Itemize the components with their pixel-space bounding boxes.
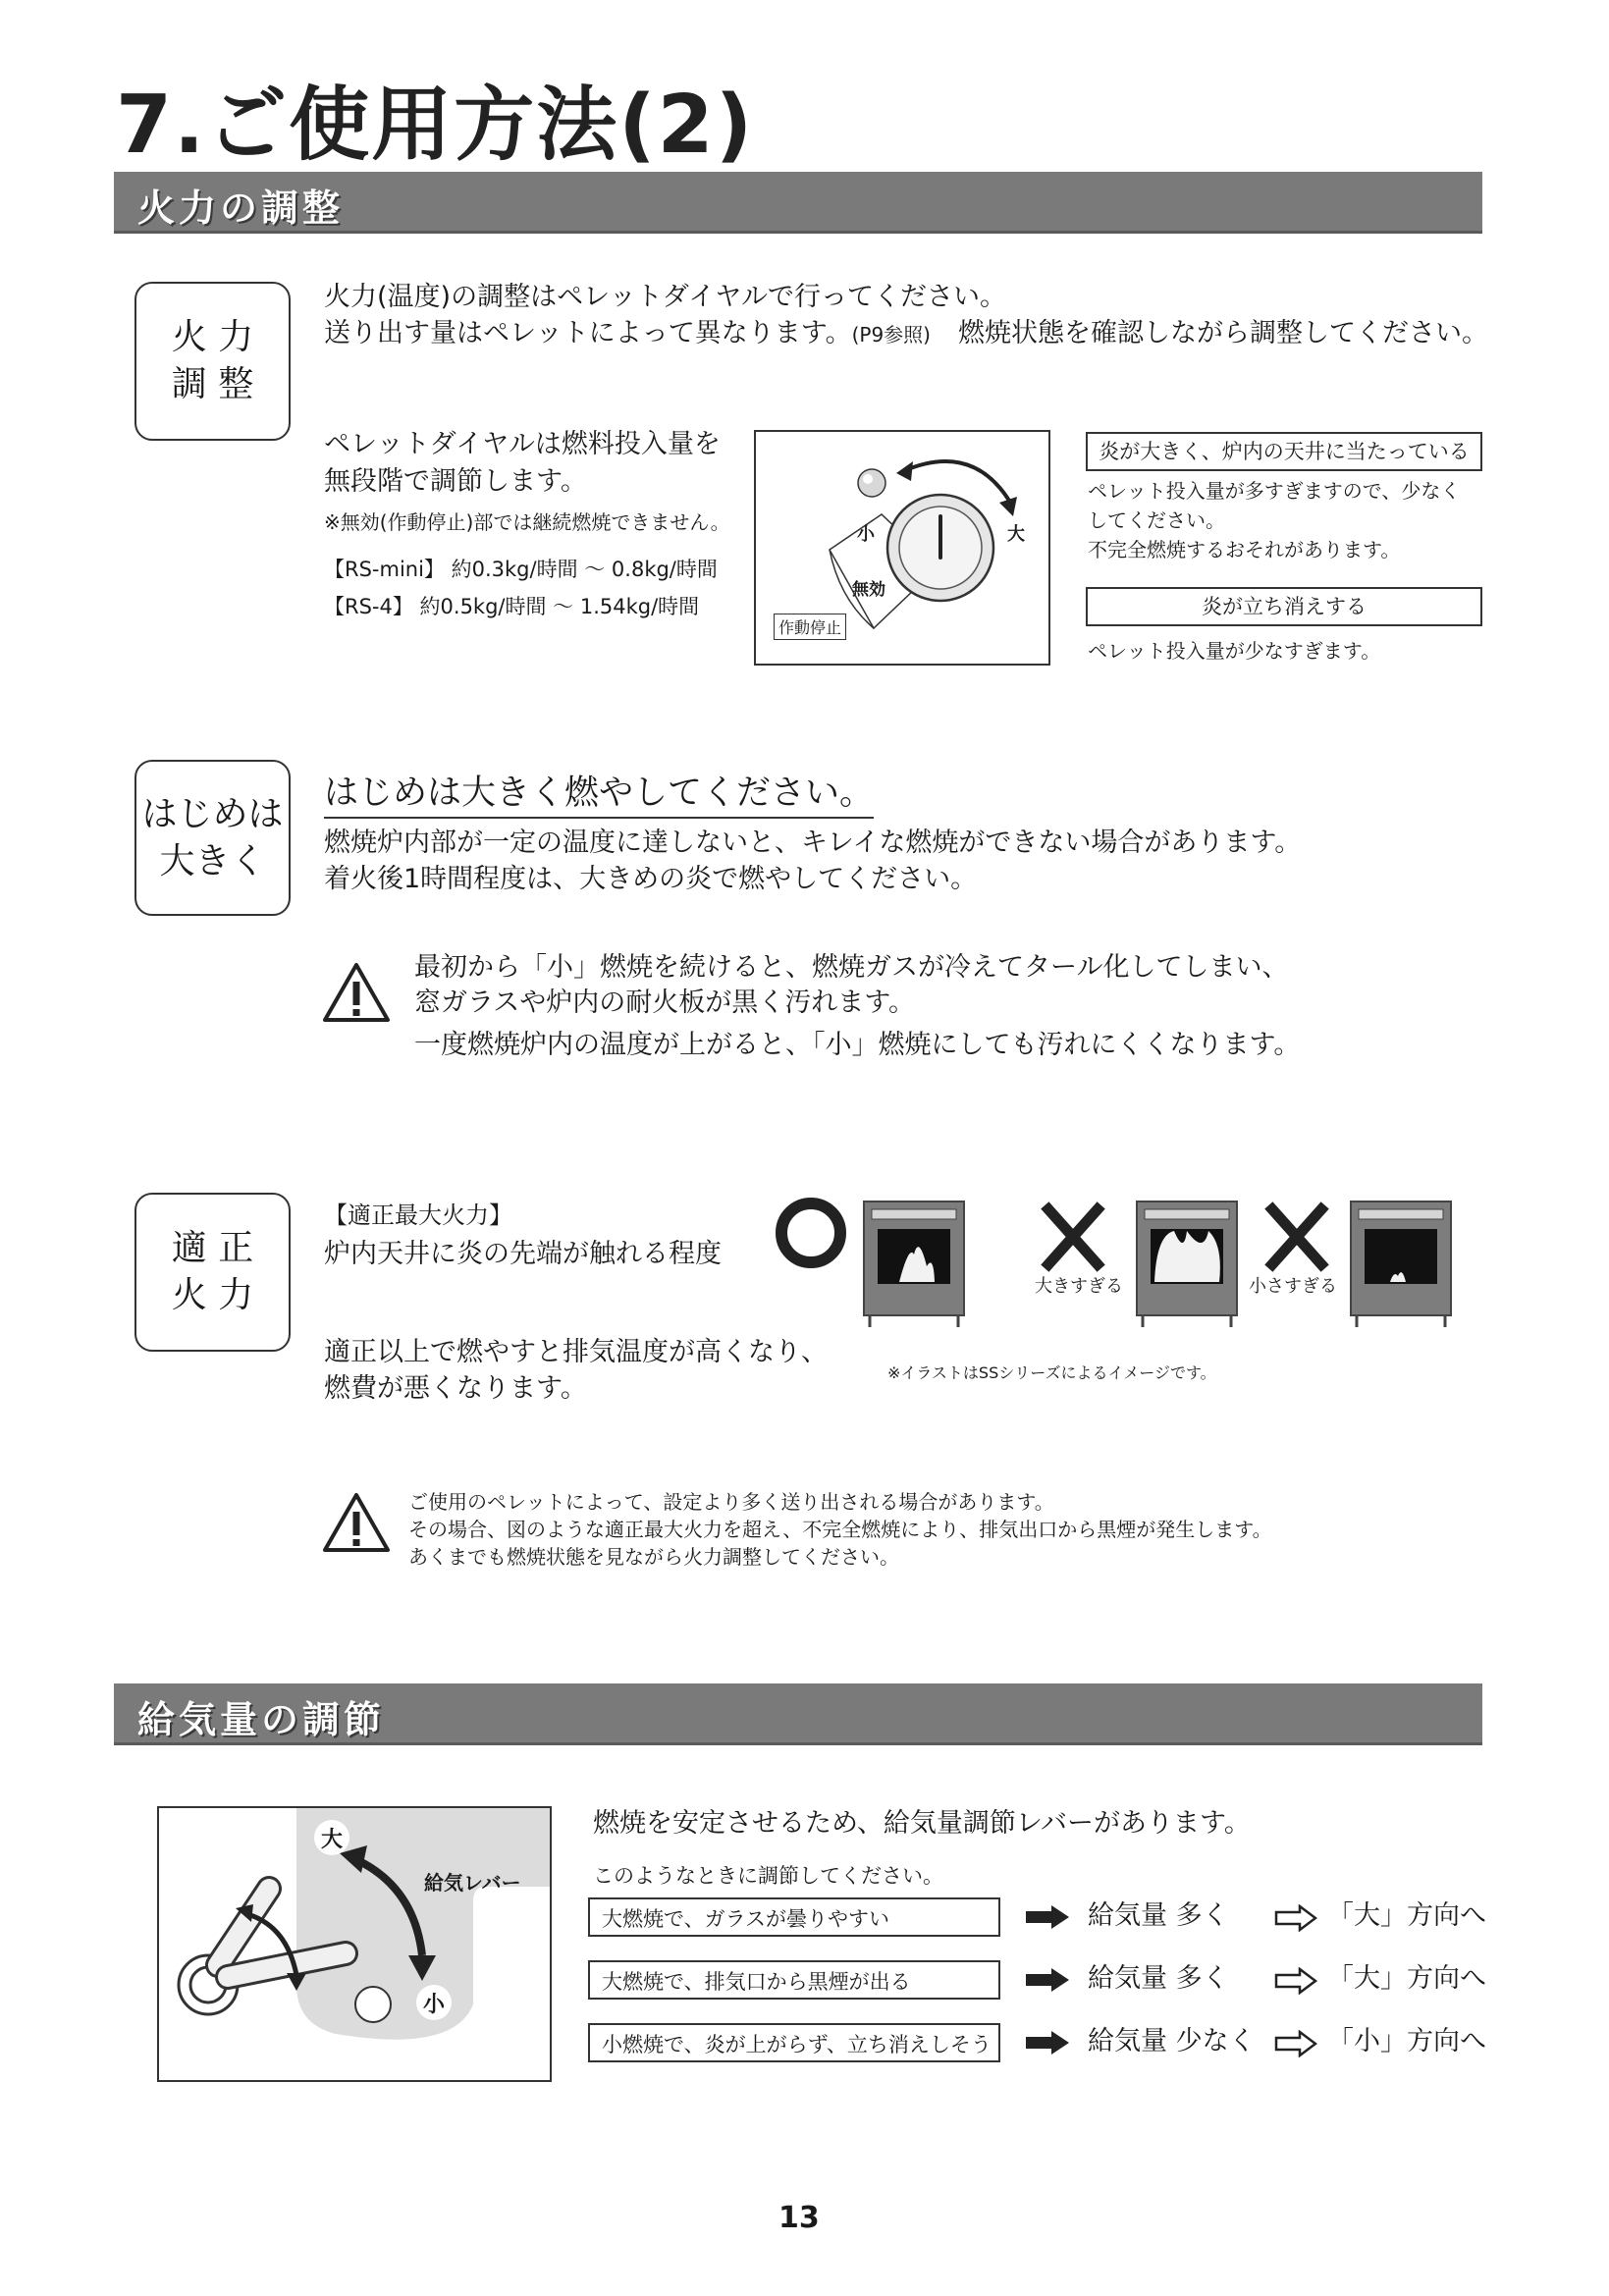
dial-description-1: ペレットダイヤルは燃料投入量を [324,429,721,459]
case-flame-too-big: 炎が大きく、炉内の天井に当たっている [1086,432,1482,471]
text-part: 燃焼状態を確認しながら調整してください。 [957,318,1488,348]
proper-warning-1: ご使用のペレットによって、設定より多く送り出される場合があります。 [408,1490,1054,1514]
label-start-large [134,760,291,916]
page-title: 7.ご使用方法(2) [116,79,755,172]
lever-illustration [159,1808,550,2080]
too-small-label: 小さすぎる [1247,1272,1339,1302]
page-reference: (P9参照) [851,323,931,347]
dial-stop-label: 作動停止 [774,614,846,640]
case-flame-out: 炎が立ち消えする [1086,587,1482,626]
air-amount: 給気量 少なく [1088,2026,1256,2056]
start-warning-3: 一度燃焼炉内の温度が上がると、「小」燃焼にしても汚れにくくなります。 [414,1030,1301,1060]
heat-intro-text-2 [324,314,1488,353]
air-condition: 大燃焼で、排気口から黒煙が出る [588,1960,1000,2000]
arrow-right-icon [1026,1968,1069,1992]
start-warning-1: 最初から「小」燃焼を続けると、燃焼ガスが冷えてタール化してしまい、 [414,952,1289,983]
air-condition: 大燃焼で、ガラスが曇りやすい [588,1897,1000,1937]
start-warning-2: 窓ガラスや炉内の耐火板が黒く汚れます。 [414,988,916,1018]
rs-4-spec: 【RS-4】 約0.5kg/時間 ～ 1.54kg/時間 [324,595,700,618]
lever-figure [157,1806,552,2082]
case-out-desc: ペレット投入量が少なすぎます。 [1088,639,1381,663]
case-big-desc-1: ペレット投入量が多すぎますので、少なく [1088,479,1461,503]
label-line: 適 正 [171,1228,254,1268]
air-direction: 「小」方向へ [1327,2026,1486,2056]
air-sub: このようなときに調節してください。 [593,1864,943,1888]
arrow-outline-right-icon [1274,2030,1317,2057]
label-proper-heat [134,1193,291,1352]
dial-description-2: 無段階で調節します。 [324,466,587,497]
arrow-right-icon [1026,1905,1069,1929]
arrow-right-icon [1026,2031,1069,2055]
page-number: 13 [778,2201,820,2235]
start-large-text-2: 着火後1時間程度は、大きめの炎で燃やしてください。 [324,864,978,894]
dial-large-label: 大 [1007,524,1025,545]
too-big-label: 大きすぎる [1033,1272,1125,1302]
lever-large-label: 大 [321,1828,344,1852]
stove-too-big-icon [1137,1201,1237,1327]
correct-mark-icon [781,1203,840,1262]
case-big-desc-3: 不完全燃焼するおそれがあります。 [1088,538,1401,561]
dial-figure [754,430,1050,666]
air-direction: 「大」方向へ [1327,1963,1486,1994]
label-line: 調 整 [171,364,254,404]
air-condition: 小燃焼で、炎が上がらず、立ち消えしそう [588,2023,1000,2062]
start-large-heading: はじめは大きく燃やしてください。 [324,766,874,819]
section-header-air [114,1683,1482,1745]
dial-small-label: 小 [857,524,875,545]
label-line: はじめは [141,793,284,834]
proper-heat-heading: 【適正最大火力】 [324,1201,512,1229]
wrong-mark-icon [1272,1209,1321,1264]
arrow-outline-right-icon [1274,1967,1317,1995]
label-line: 火 力 [171,317,254,357]
section-header-heat [114,172,1482,234]
air-intro: 燃焼を安定させるため、給気量調節レバーがあります。 [593,1808,1251,1839]
dial-disabled-label: 無効 [852,580,885,600]
warning-icon [322,1492,391,1553]
stove-correct-icon [864,1201,964,1327]
heat-intro-text: 火力(温度)の調整はペレットダイヤルで行ってください。 [324,282,1006,312]
label-heat-adjust [134,282,291,441]
lever-small-label: 小 [423,1993,446,2017]
air-amount: 給気量 多く [1088,1900,1229,1931]
lever-name-label: 給気レバー [424,1871,521,1895]
label-line: 火 力 [171,1275,254,1315]
air-direction: 「大」方向へ [1327,1900,1486,1931]
section-title: 給気量の調節 [137,1698,386,1741]
warning-icon [322,962,391,1023]
start-large-text-1: 燃焼炉内部が一定の温度に達しないと、キレイな燃焼ができない場合があります。 [324,828,1302,858]
wrong-mark-icon [1048,1209,1098,1264]
stove-too-small-icon [1351,1201,1451,1327]
proper-heat-text-1: 炉内天井に炎の先端が触れる程度 [324,1239,722,1269]
case-big-desc-2: してください。 [1088,508,1225,532]
stove-illustrations [772,1196,1459,1333]
proper-heat-text-2: 適正以上で燃やすと排気温度が高くなり、 [324,1337,828,1367]
section-title: 火力の調整 [137,187,345,230]
illustration-note: ※イラストはSSシリーズによるイメージです。 [887,1363,1216,1382]
air-amount: 給気量 多く [1088,1963,1229,1994]
proper-heat-text-3: 燃費が悪くなります。 [324,1373,587,1404]
proper-warning-3: あくまでも燃焼状態を見ながら火力調整してください。 [408,1545,899,1569]
rs-mini-spec: 【RS-mini】 約0.3kg/時間 ～ 0.8kg/時間 [324,558,718,581]
label-line: 大きく [159,840,266,881]
text-part: 送り出す量はペレットによって異なります。 [324,318,852,348]
arrow-outline-right-icon [1274,1904,1317,1932]
proper-warning-2: その場合、図のような適正最大火力を超え、不完全燃焼により、排気出口から黒煙が発生します。 [408,1518,1272,1541]
dial-note: ※無効(作動停止)部では継続燃焼できません。 [324,510,730,534]
